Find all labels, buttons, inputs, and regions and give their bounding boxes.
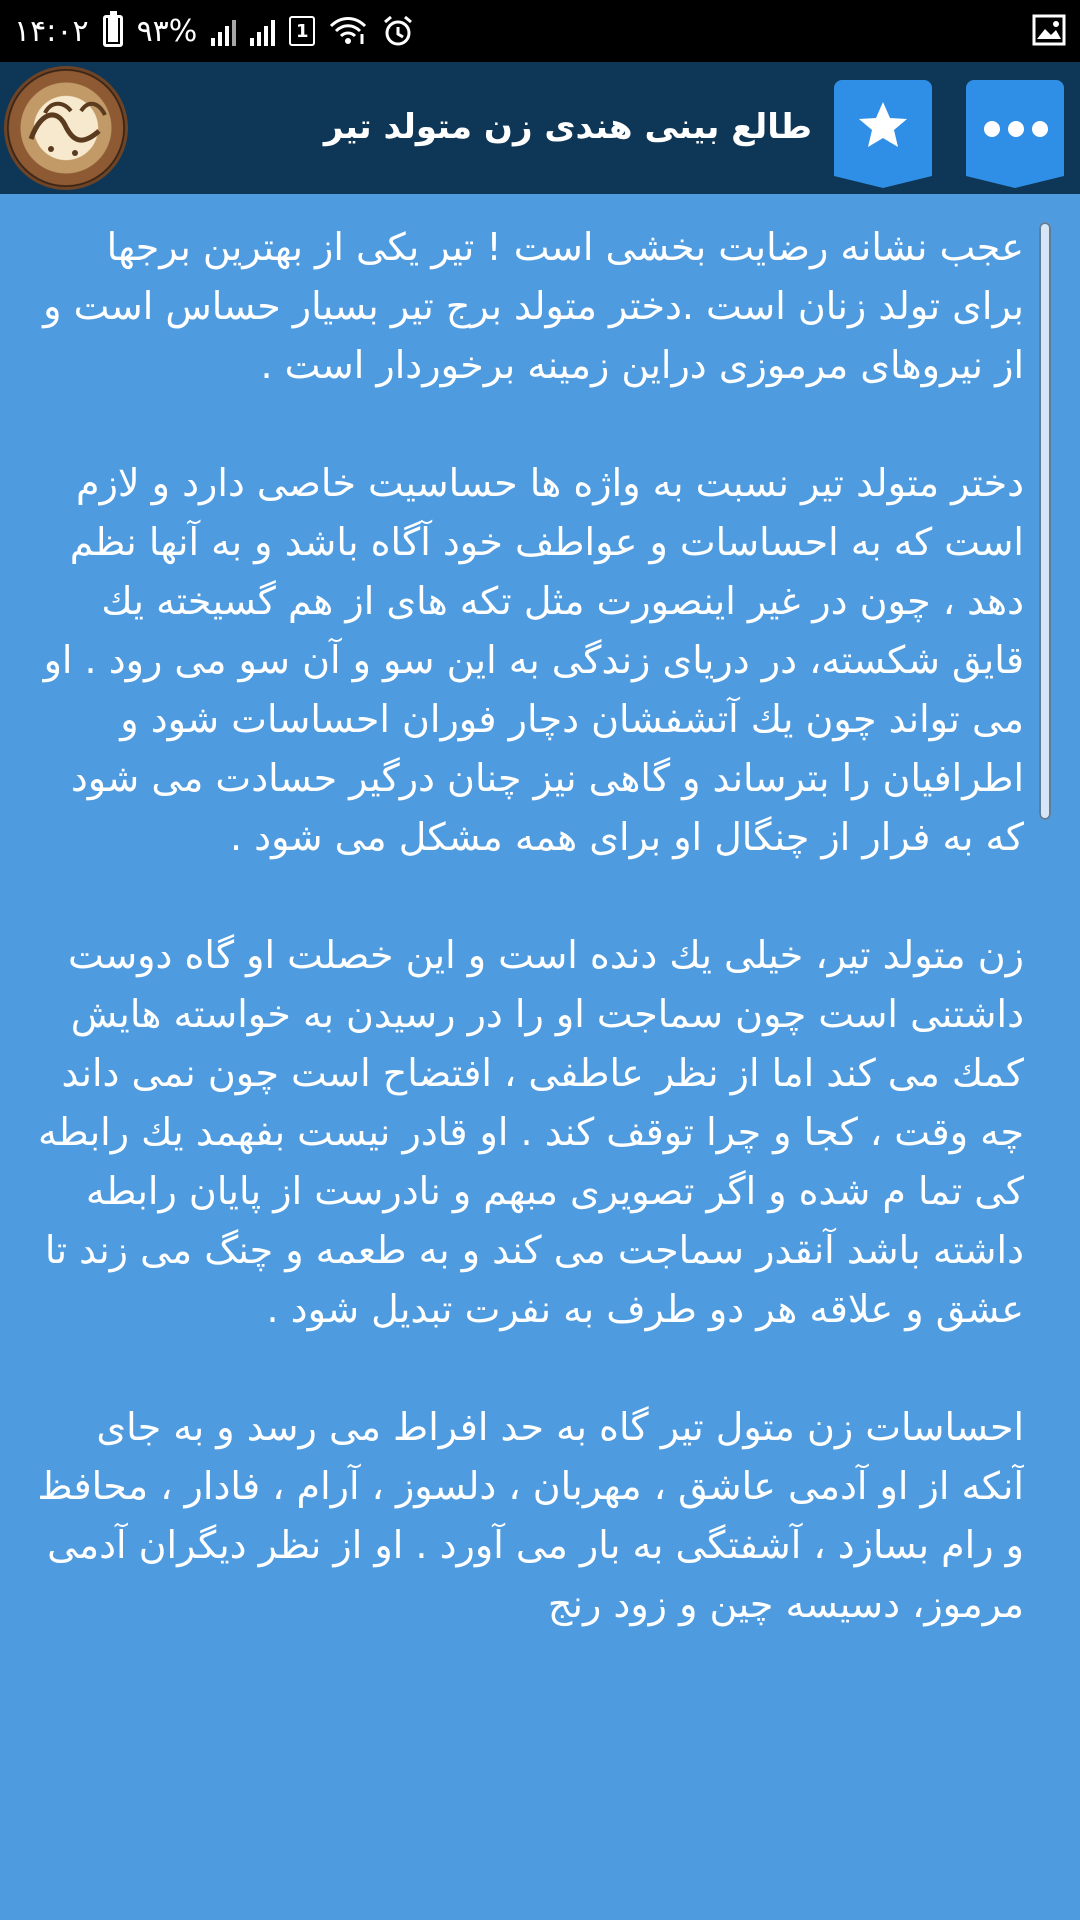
sim-icon: 1 xyxy=(289,16,315,46)
image-icon xyxy=(1032,14,1066,46)
signal-icon xyxy=(211,16,236,46)
battery-icon xyxy=(103,15,123,47)
article-paragraph-1: عجب نشانه رضایت بخشی است ! تیر یکی از بهترین برجها برای تولد زنان است .دختر متولد برج تیر بسیار حساس است و از نیروهای مرموزی دراین زمینه برخوردار است . xyxy=(43,225,1024,387)
clock-text: ۱۴:۰۲ xyxy=(14,13,89,49)
status-bar xyxy=(0,0,1080,62)
more-dots-icon xyxy=(984,121,1048,137)
more-options-button[interactable] xyxy=(966,80,1064,176)
article-paragraph-2: دختر متولد تیر نسبت به واژه ها حساسیت خاصی دارد و لازم است که به احساسات و عواطف خود آگاه باشد و به آنها نظم دهد ، چون در غیر اینصورت مثل تکه های از هم گسیخته یك قایق شکسته، در دریای زندگی به این سو و آن سو می رود . او می تواند چون یك آتشفشان دچار فوران احساسات شود و اطرافیان را بترساند و گاهی نیز چنان درگیر حسادت می شود که به فرار از چنگال او برای همه مشکل می شود . xyxy=(43,461,1024,859)
wifi-icon xyxy=(329,15,367,47)
page-title: طالع بینی هندی زن متولد تیر xyxy=(323,107,812,147)
article-paragraph-3: زن متولد تیر، خیلی یك دنده است و این خصلت او گاه دوست داشتنی است چون سماجت او را در رسیدن به خواسته هایش کمك می کند اما از نظر عاطفی ، افتضاح است چون نمی داند چه وقت ، کجا و چرا توقف کند . او قادر نیست بفهمد یك رابطه کی تما م شده و اگر تصویری مبهم و نادرست از پایان رابطه داشته باشد آنقدر سماجت می کند و به طعمه و چنگ می زند تا عشق و علاقه هر دو طرف به نفرت تبدیل شود . xyxy=(38,933,1024,1331)
battery-fill xyxy=(108,18,118,42)
app-logo xyxy=(4,66,128,190)
article-paragraph-4: احساسات زن متول تیر گاه به حد افراط می رسد و به جای آنکه از او آدمی عاشق ، مهربان ، دلسوز ، آرام ، فادار ، محافظ و رام بسازد ، آشفتگی به بار می آورد . او از نظر دیگران آدمی مرموز، دسیسه چین و زود رنج xyxy=(37,1405,1024,1626)
scrollbar[interactable] xyxy=(1039,222,1051,820)
battery-percent: ۹۳% xyxy=(136,13,198,49)
app-header xyxy=(0,62,1080,194)
status-left xyxy=(14,10,415,52)
favorite-button[interactable] xyxy=(834,80,932,176)
alarm-icon xyxy=(381,14,415,48)
logo-calligraphy-icon xyxy=(23,91,113,171)
star-icon xyxy=(855,98,911,154)
signal-icon-secondary xyxy=(250,16,275,46)
article-content[interactable] xyxy=(28,218,1024,1898)
